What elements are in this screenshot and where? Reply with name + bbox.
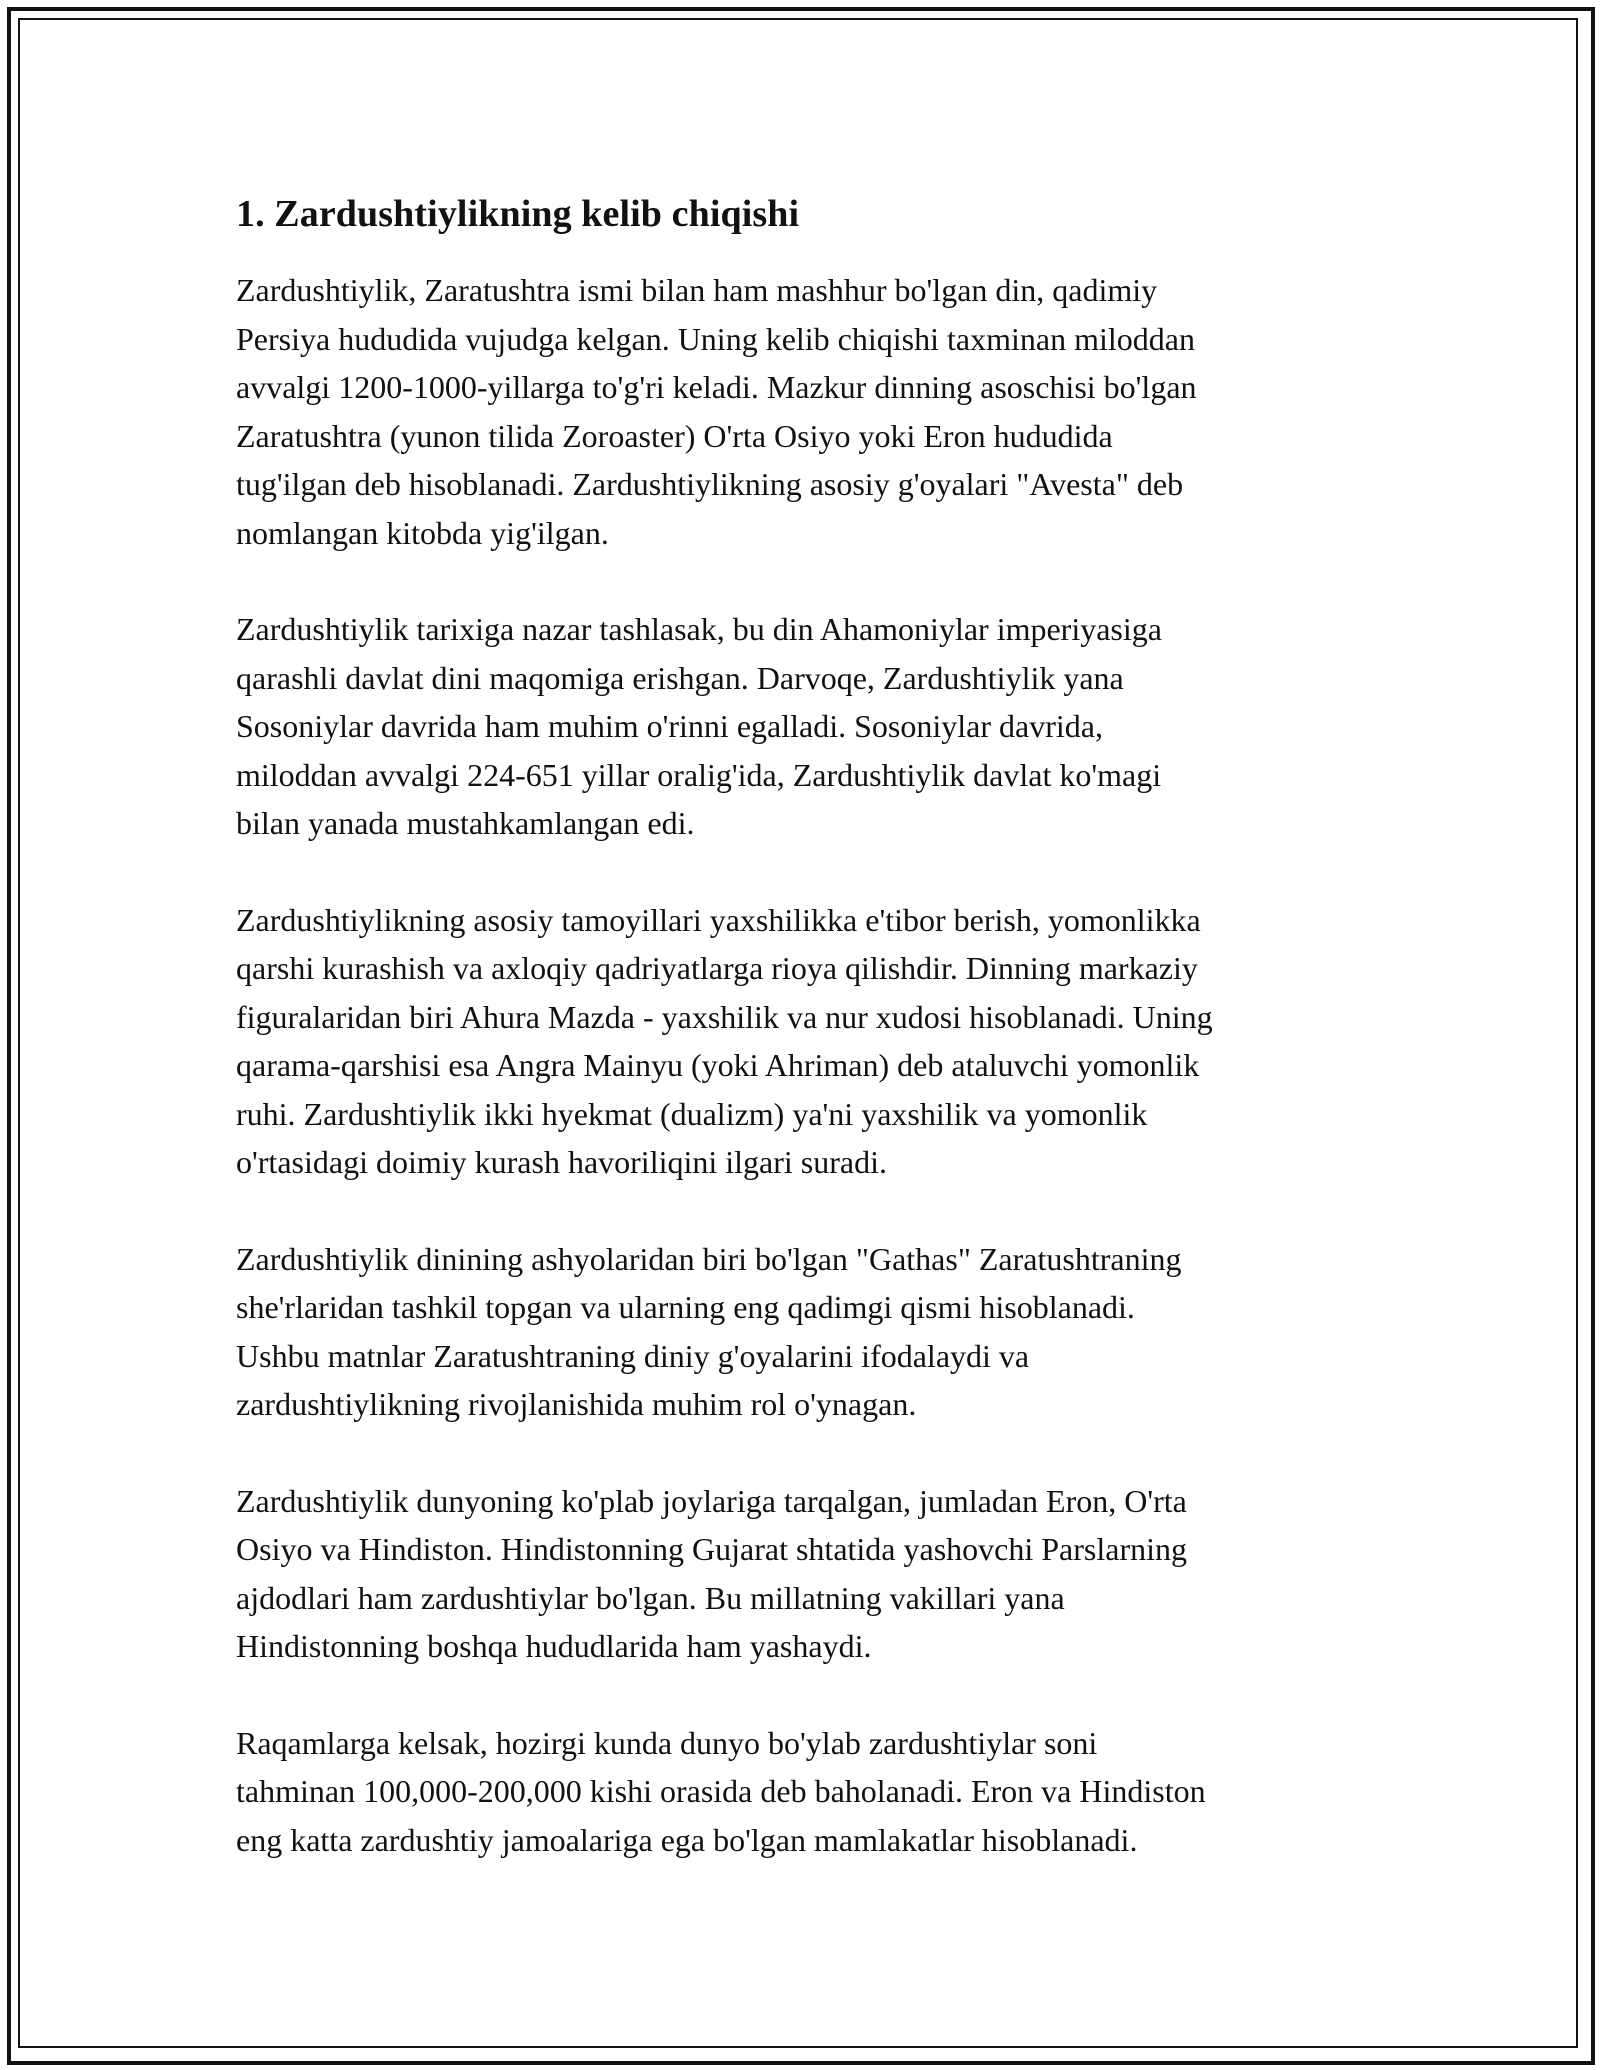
paragraph-spread: Zardushtiylik dunyoning ko'plab joylariga tarqalgan, jumladan Eron, O'rta Osiyo va Hindiston. Hindistonning Gujarat shtatida yashovchi Parslarning ajdodlari ham zardushtiylar bo'lgan. Bu millatning vakillari yana Hindistonning boshqa hududlarida ham yashaydi. xyxy=(236,1482,1187,1664)
document-body xyxy=(236,190,1396,1864)
paragraph-numbers: Raqamlarga kelsak, hozirgi kunda dunyo bo'ylab zardushtiylar soni tahminan 100,000-200,000 kishi orasida deb baholanadi. Eron va Hindiston eng katta zardushtiy jamoalariga ega bo'lgan mamlakatlar hisoblanadi. xyxy=(236,1724,1206,1858)
paragraph-origin: Zardushtiylik, Zaratushtra ismi bilan ham mashhur bo'lgan din, qadimiy Persiya hududida vujudga kelgan. Uning kelib chiqishi taxminan miloddan avvalgi 1200-1000-yillarga to'g'ri keladi. Mazkur dinning asoschisi bo'lgan Zaratushtra (yunon tilida Zoroaster) O'rta Osiyo yoki Eron hududida tug'ilgan deb hisoblanadi. Zardushtiylikning asosiy g'oyalari "Avesta" deb nomlangan kitobda yig'ilgan. xyxy=(236,272,1197,551)
paragraph-history: Zardushtiylik tarixiga nazar tashlasak, bu din Ahamoniylar imperiyasiga qarashli davlat dini maqomiga erishgan. Darvoqe, Zardushtiylik yana Sosoniylar davrida ham muhim o'rinni egalladi. Sosoniylar davrida, miloddan avvalgi 224-651 yillar oralig'ida, Zardushtiylik davlat ko'magi bilan yanada mustahkamlangan edi. xyxy=(236,611,1162,841)
paragraph-gathas: Zardushtiylik dinining ashyolaridan biri bo'lgan "Gathas" Zaratushtraning she'rlaridan tashkil topgan va ularning eng qadimgi qismi hisoblanadi. Ushbu matnlar Zaratushtraning diniy g'oyalarini ifodalaydi va zardushtiylikning rivojlanishida muhim rol o'ynagan. xyxy=(236,1240,1182,1422)
section-heading: 1. Zardushtiylikning kelib chiqishi xyxy=(236,193,800,235)
paragraph-principles: Zardushtiylikning asosiy tamoyillari yaxshilikka e'tibor berish, yomonlikka qarshi kurashish va axloqiy qadriyatlarga rioya qilishdir. Dinning markaziy figuralaridan biri Ahura Mazda - yaxshilik va nur xudosi hisoblanadi. Uning qarama-qarshisi esa Angra Mainyu (yoki Ahriman) deb ataluvchi yomonlik ruhi. Zardushtiylik ikki hyekmat (dualizm) ya'ni yaxshilik va yomonlik o'rtasidagi doimiy kurash havoriliqini ilgari suradi. xyxy=(236,901,1213,1180)
